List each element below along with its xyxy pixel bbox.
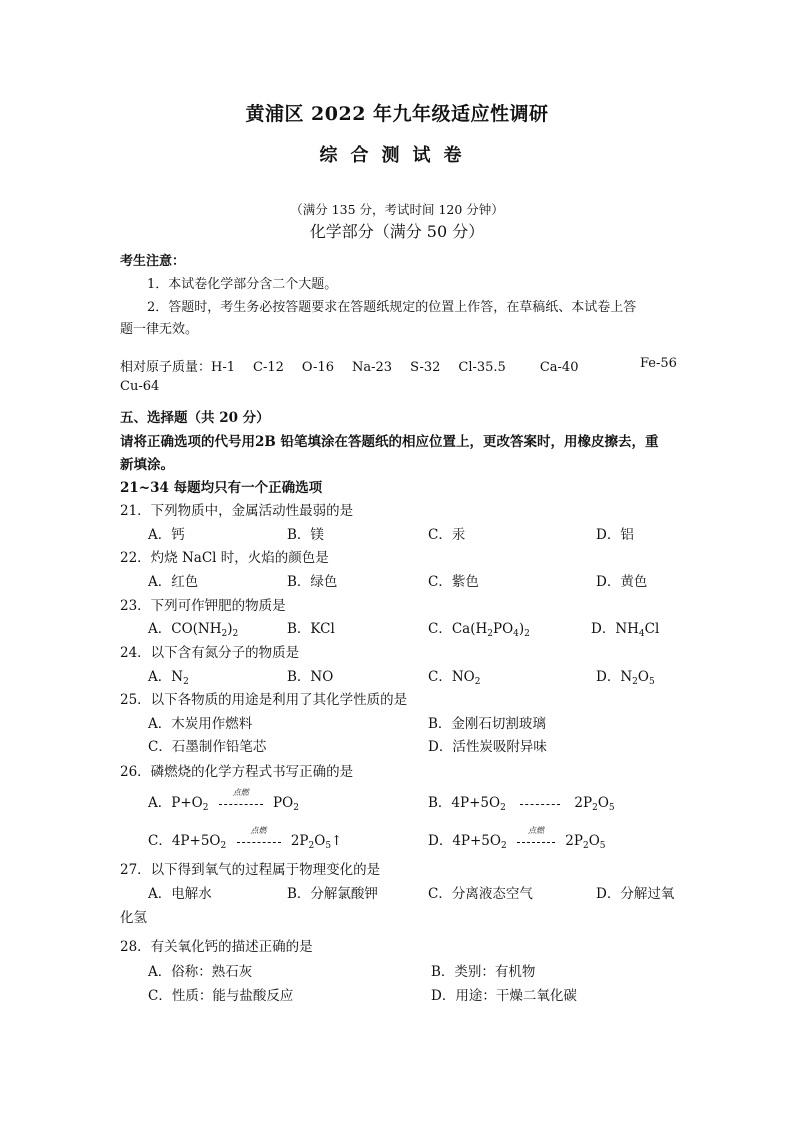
q24-option-a: A．$N_2$ — [148, 669, 189, 687]
q23-option-d: D．$NH_4Cl$ — [591, 621, 660, 639]
atom-ca: Ca-40 — [539, 360, 579, 375]
q28-option-b: B．类别：有机物 — [431, 964, 536, 980]
atom-h: H-1 — [211, 360, 236, 375]
section-subheading: 21~34 每题均只有一个正确选项 — [120, 480, 323, 496]
q21-option-d: D．铝 — [596, 527, 634, 543]
q27-option-a: A．电解水 — [148, 886, 212, 902]
notice-item-2: 2．答题时，考生务必按答题要求在答题纸规定的位置上作答，在草稿纸、本试卷上答 — [147, 300, 637, 315]
q22-option-b: B．绿色 — [287, 574, 338, 590]
q28-option-d: D．用途：干燥二氧化碳 — [431, 988, 577, 1004]
q22-option-a: A．红色 — [148, 574, 199, 590]
q26-option-c: C．$4P+5O_2$ 点燃 $2P_2O_5↑$ — [148, 825, 343, 851]
q23-option-a: A．$CO(NH_2)_2$ — [148, 621, 239, 639]
exam-subtitle: 综合测试卷 — [319, 145, 475, 166]
atomic-masses — [120, 356, 596, 375]
exam-info: （满分 135 分，考试时间 120 分钟） — [290, 202, 504, 217]
q22-stem: 22．灼烧 NaCl 时，火焰的颜色是 — [120, 550, 329, 566]
q26-option-a: A．$P+O_2$ 点燃 $PO_2$ — [148, 787, 299, 813]
exam-title: 黄浦区 2022 年九年级适应性调研 — [245, 103, 549, 125]
q21-option-a: A．钙 — [148, 527, 185, 543]
reaction-arrow: 点燃 — [219, 796, 263, 812]
q23-option-c: C．$Ca(H_2PO_4)_2$ — [428, 621, 530, 639]
atom-cu: Cu-64 — [120, 379, 160, 394]
atom-o: O-16 — [301, 360, 334, 375]
q24-option-b: B．NO — [287, 669, 334, 685]
q26-stem: 26．磷燃烧的化学方程式书写正确的是 — [120, 764, 354, 780]
notice-item-1: 1．本试卷化学部分含二个大题。 — [147, 277, 338, 292]
q28-option-a: A．俗称：熟石灰 — [148, 964, 253, 980]
q25-stem: 25．以下各物质的用途是利用了其化学性质的是 — [120, 692, 408, 708]
q27-option-c: C．分离液态空气 — [428, 886, 533, 902]
q27-stem: 27．以下得到氧气的过程属于物理变化的是 — [120, 862, 381, 878]
q25-option-b: B．金刚石切割玻璃 — [428, 716, 546, 732]
q26-option-d: D．$4P+5O_2$ 点燃 $2P_2O_5$ — [428, 825, 606, 851]
atom-c: C-12 — [253, 360, 284, 375]
q22-option-c: C．紫色 — [428, 574, 479, 590]
q28-stem: 28．有关氧化钙的描述正确的是 — [120, 939, 313, 955]
q28-option-c: C．性质：能与盐酸反应 — [148, 988, 294, 1004]
q21-stem: 21．下列物质中，金属活动性最弱的是 — [120, 503, 354, 519]
section-heading: 五、选择题（共 20 分） — [120, 410, 270, 426]
q23-stem: 23．下列可作钾肥的物质是 — [120, 598, 286, 614]
q26-option-b: B．$4P+5O_2$ $2P_2O_5$ — [428, 795, 615, 813]
notice-item-2-wrap: 题一律无效。 — [120, 322, 199, 337]
reaction-arrow — [520, 796, 560, 812]
atom-cl: Cl-35.5 — [458, 360, 506, 375]
part-title: 化学部分（满分 50 分） — [309, 222, 485, 241]
q24-option-d: D．$N_2O_5$ — [596, 669, 655, 687]
q25-option-a: A．木炭用作燃料 — [148, 716, 253, 732]
q23-option-b: B．KCl — [287, 621, 335, 637]
q27-option-d: D．分解过氧 — [596, 886, 675, 902]
q27-option-d-wrap: 化氢 — [120, 910, 147, 926]
q24-stem: 24．以下含有氮分子的物质是 — [120, 645, 300, 661]
q24-option-c: C．$NO_2$ — [428, 669, 481, 687]
atomic-masses-label: 相对原子质量： — [120, 360, 212, 375]
q21-option-b: B．镁 — [287, 527, 324, 543]
q21-option-c: C．汞 — [428, 527, 466, 543]
atom-s: S-32 — [410, 360, 441, 375]
section-instruction-wrap: 新填涂。 — [120, 457, 174, 473]
q25-option-c: C．石墨制作铅笔芯 — [148, 739, 267, 755]
notice-heading: 考生注意： — [120, 254, 186, 269]
atom-na: Na-23 — [352, 360, 393, 375]
q22-option-d: D．黄色 — [596, 574, 648, 590]
atom-fe: Fe-56 — [640, 356, 677, 371]
q25-option-d: D．活性炭吸附异味 — [428, 739, 547, 755]
reaction-arrow: 点燃 — [517, 834, 555, 850]
section-instruction: 请将正确选项的代号用2B 铅笔填涂在答题纸的相应位置上，更改答案时，用橡皮擦去，重 — [120, 434, 659, 450]
reaction-arrow: 点燃 — [237, 834, 281, 850]
q27-option-b: B．分解氯酸钾 — [287, 886, 378, 902]
